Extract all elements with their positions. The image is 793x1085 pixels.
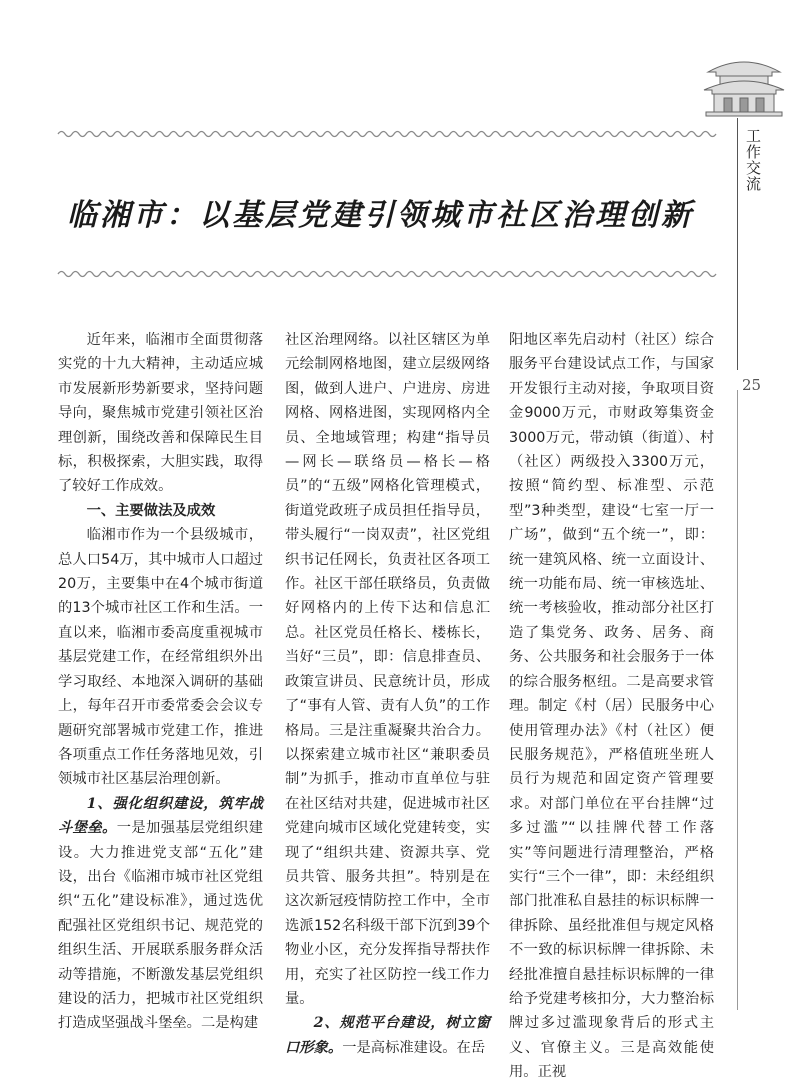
- paragraph-text: 一是高标准建设。在岳: [342, 1039, 486, 1056]
- paragraph: 阳地区率先启动村（社区）综合服务平台建设试点工作，与国家开发银行主动对接，争取项目资金9000万元，市财政筹集资金3000万元，带动镇（街道）、村（社区）两级投入3300万元，按照“简约型、标准型、示范型”3种类型，建设“七室一厅一广场”，做到“五个统一”，即：统一建筑风格、统一立面设计、统一功能布局、统一审核选址、统一考核验收，推动部分社区打造了集党务、政务、居务、商务、公共服务和社会服务于一体的综合服务枢纽。二是高要求管理。制定《村（居）民服务中心使用管理办法》《村（社区）便民服务规范》，严格值班坐班人员行为规范和固定资产管理要求。对部门单位在平台挂牌“过多过滥”“以挂牌代替工作落实”等问题进行清理整治，严格实行“三个一律”，即：未经组织部门批准私自悬挂的标识标牌一律拆除、虽经批准但与规定风格不一致的标识标牌一律拆除、未经批准擅自悬挂标识标牌的一律给予党建考核扣分，大力整治标牌过多过滥现象背后的形式主义、官僚主义。三是高效能使用。正视: [509, 332, 714, 1081]
- section-heading: 一、主要做法及成效: [86, 502, 216, 519]
- text-column-2: [285, 328, 490, 1068]
- subsection-heading: 1、强化组织建设，筑牢战斗堡垒。: [58, 795, 263, 837]
- paragraph: 社区治理网络。以社区辖区为单元绘制网格地图，建立层级网络图，做到人进户、户进房、房进网格、网格进图，实现网格内全员、全地域管理；构建“指导员—网长—联络员—格长—格员”的“五级”网格化管理模式，街道党政班子成员担任指导员，带头履行“一岗双责”，社区党组织书记任网长，负责社区各项工作。社区干部任联络员，负责做好网格内的上传下达和信息汇总。社区党员任格长、楼栋长，当好“三员”，即：信息排查员、政策宣讲员、民意统计员，形成了“事有人管、责有人负”的工作格局。三是注重凝聚共治合力。以探索建立城市社区“兼职委员制”为抓手，推动市直单位与驻在社区结对共建，促进城市社区党建向城市区域化党建转变，实现了“组织共建、资源共享、党员共管、服务共担”。特别是在这次新冠疫情防控工作中，全市选派152名科级干部下沉到39个物业小区，充分发挥指导帮扶作用，充实了社区防控一线工作力量。: [285, 332, 490, 1007]
- paragraph-text: 一是加强基层党组织建设。大力推进党支部“五化”建设，出台《临湘市城市社区党组织“五化”建设标准》，通过选优配强社区党组织书记、规范党的组织生活、开展联系服务群众活动等措施，不断激发基层党组织建设的活力，把城市社区党组织打造成坚强战斗堡垒。二是构建: [58, 820, 264, 1032]
- page-number: 25: [742, 376, 762, 394]
- side-rule-lower: [737, 390, 738, 1010]
- paragraph: 近年来，临湘市全面贯彻落实党的十九大精神，主动适应城市发展新形势新要求，坚持问题导向，聚焦城市党建引领社区治理创新，围绕改善和保障民生目标，积极探索，大胆实践，取得了较好工作成效。: [58, 332, 263, 495]
- article-title: 临湘市：以基层党建引领城市社区治理创新: [67, 198, 694, 233]
- paragraph: [285, 1011, 490, 1060]
- subsection-heading: 2、规范平台建设，树立窗口形象。: [285, 1015, 490, 1056]
- pavilion-icon: [700, 50, 788, 120]
- text-column-3: [509, 328, 714, 1081]
- top-wave-divider: [58, 128, 703, 140]
- side-rule: [737, 118, 738, 370]
- text-column-1: [58, 328, 263, 1068]
- paragraph: [58, 792, 263, 1036]
- paragraph: 临湘市作为一个县级城市，总人口54万，其中城市人口超过20万，主要集中在4个城市街道的13个城市社区工作和生活。一直以来，临湘市委高度重视城市基层党建工作，在经常组织外出学习取经、本地深入调研的基础上，每年召开市委常委会会议专题研究部署城市党建工作，推进各项重点工作任务落地见效，引领城市社区基层治理创新。: [58, 527, 263, 788]
- section-tab: 工作交流: [744, 128, 762, 192]
- bottom-wave-divider: [58, 268, 703, 280]
